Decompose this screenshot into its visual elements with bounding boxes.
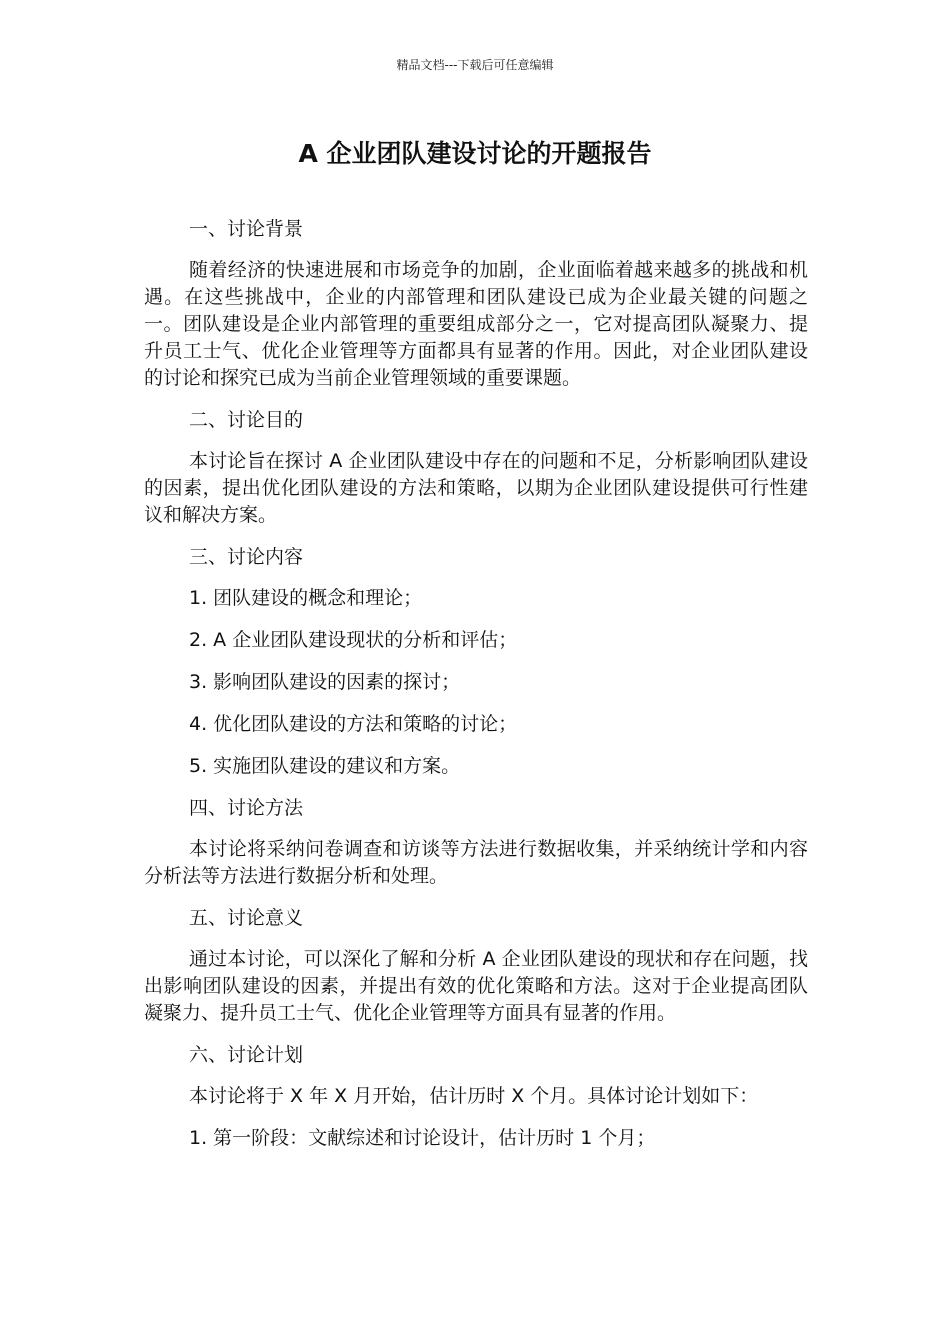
document-title: A 企业团队建设讨论的开题报告 (298, 139, 652, 168)
paragraph-background: 随着经济的快速进展和市场竞争的加剧，企业面临着越来越多的挑战和机遇。在这些挑战中，企业的内部管理和团队建设已成为企业最关键的问题之一。团队建设是企业内部管理的重要组成部分之一，它对提高团队凝聚力、提升员工士气、优化企业管理等方面都具有显著的作用。因此，对企业团队建设的讨论和探究已成为当前企业管理领域的重要课题。 (144, 259, 808, 389)
document-body (144, 216, 808, 1167)
section-heading-significance: 五、讨论意义 (189, 907, 304, 929)
list-item-plan-1: 1. 第一阶段：文献综述和讨论设计，估计历时 1 个月； (189, 1127, 656, 1149)
list-item-content-5: 5. 实施团队建设的建议和方案。 (189, 755, 461, 777)
list-item-content-2: 2. A 企业团队建设现状的分析和评估； (189, 629, 518, 651)
paragraph-significance: 通过本讨论，可以深化了解和分析 A 企业团队建设的现状和存在问题，找出影响团队建设的因素，并提出有效的优化策略和方法。这对于企业提高团队凝聚力、提升员工士气、优化企业管理等方面具有显著的作用。 (144, 948, 808, 1024)
list-item-content-3: 3. 影响团队建设的因素的探讨； (189, 671, 461, 693)
list-item-content-4: 4. 优化团队建设的方法和策略的讨论； (189, 713, 518, 735)
page-header-note: 精品文档---下载后可任意编辑 (396, 58, 554, 72)
list-item-content-1: 1. 团队建设的概念和理论； (189, 587, 423, 609)
section-heading-purpose: 二、讨论目的 (189, 409, 304, 431)
section-heading-plan: 六、讨论计划 (189, 1044, 304, 1066)
section-heading-method: 四、讨论方法 (189, 797, 304, 819)
section-heading-content: 三、讨论内容 (189, 546, 304, 568)
paragraph-plan: 本讨论将于 X 年 X 月开始，估计历时 X 个月。具体讨论计划如下： (189, 1085, 759, 1107)
section-heading-background: 一、讨论背景 (189, 218, 304, 240)
paragraph-method: 本讨论将采纳问卷调查和访谈等方法进行数据收集，并采纳统计学和内容分析法等方法进行数据分析和处理。 (144, 838, 808, 887)
paragraph-purpose: 本讨论旨在探讨 A 企业团队建设中存在的问题和不足，分析影响团队建设的因素，提出优化团队建设的方法和策略，以期为企业团队建设提供可行性建议和解决方案。 (144, 450, 808, 526)
